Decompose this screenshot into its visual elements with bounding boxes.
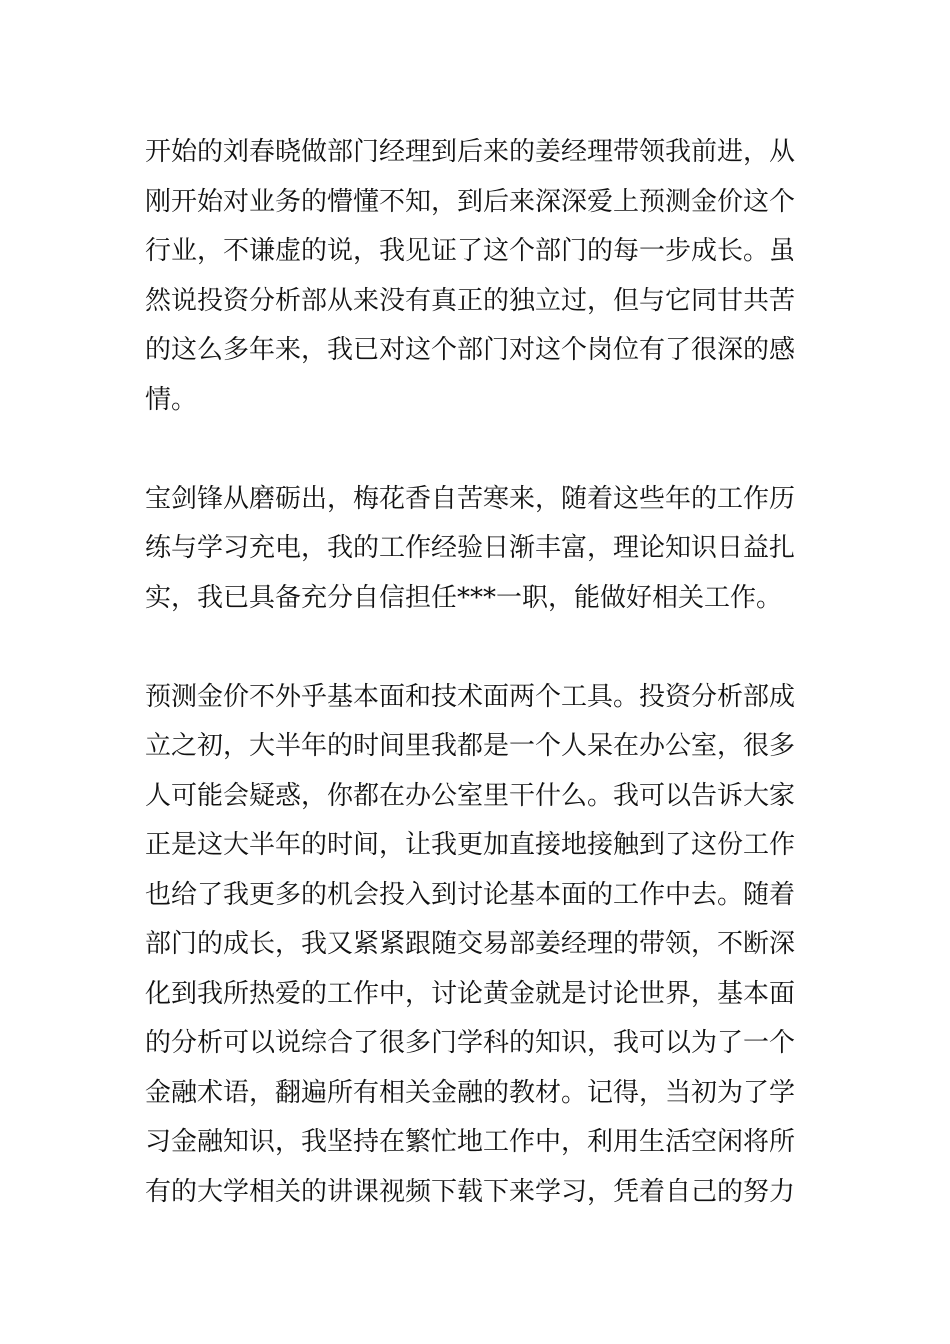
text-line: 宝剑锋从磨砺出，梅花香自苦寒来，随着这些年的工作历 xyxy=(145,483,796,514)
text-line: 立之初，大半年的时间里我都是一个人呆在办公室，很多 xyxy=(145,731,796,761)
paragraph-2 xyxy=(145,475,810,624)
text-line: 情。 xyxy=(145,384,198,415)
paragraph-3 xyxy=(145,673,810,1218)
document-body xyxy=(145,128,810,1217)
text-line: 练与学习充电，我的工作经验日渐丰富，理论知识日益扎 xyxy=(145,533,796,563)
text-line: 正是这大半年的时间，让我更加直接地接触到了这份工作 xyxy=(145,830,796,860)
text-line: 也给了我更多的机会投入到讨论基本面的工作中去。随着 xyxy=(145,879,796,910)
paragraph-spacer xyxy=(145,425,810,475)
text-line: 有的大学相关的讲课视频下载下来学习，凭着自己的努力 xyxy=(145,1176,796,1207)
text-line: 然说投资分析部从来没有真正的独立过，但与它同甘共苦 xyxy=(145,285,796,316)
text-line: 化到我所热爱的工作中，讨论黄金就是讨论世界，基本面 xyxy=(145,978,796,1009)
text-line: 实，我已具备充分自信担任***一职，能做好相关工作。 xyxy=(145,582,783,613)
text-line: 预测金价不外乎基本面和技术面两个工具。投资分析部成 xyxy=(145,681,796,712)
text-line: 部门的成长，我又紧紧跟随交易部姜经理的带领，不断深 xyxy=(145,929,796,959)
text-line: 行业，不谦虚的说，我见证了这个部门的每一步成长。虽 xyxy=(145,236,796,266)
text-line: 刚开始对业务的懵懂不知，到后来深深爱上预测金价这个 xyxy=(145,186,796,217)
text-line: 习金融知识，我坚持在繁忙地工作中，利用生活空闲将所 xyxy=(145,1127,796,1157)
text-line: 金融术语，翻遍所有相关金融的教材。记得，当初为了学 xyxy=(145,1077,796,1108)
text-line: 的分析可以说综合了很多门学科的知识，我可以为了一个 xyxy=(145,1028,796,1058)
paragraph-spacer xyxy=(145,623,810,673)
text-line: 开始的刘春晓做部门经理到后来的姜经理带领我前进，从 xyxy=(145,137,796,167)
paragraph-1 xyxy=(145,128,810,425)
text-line: 的这么多年来，我已对这个部门对这个岗位有了很深的感 xyxy=(145,335,796,365)
text-line: 人可能会疑惑，你都在办公室里干什么。我可以告诉大家 xyxy=(145,780,796,811)
